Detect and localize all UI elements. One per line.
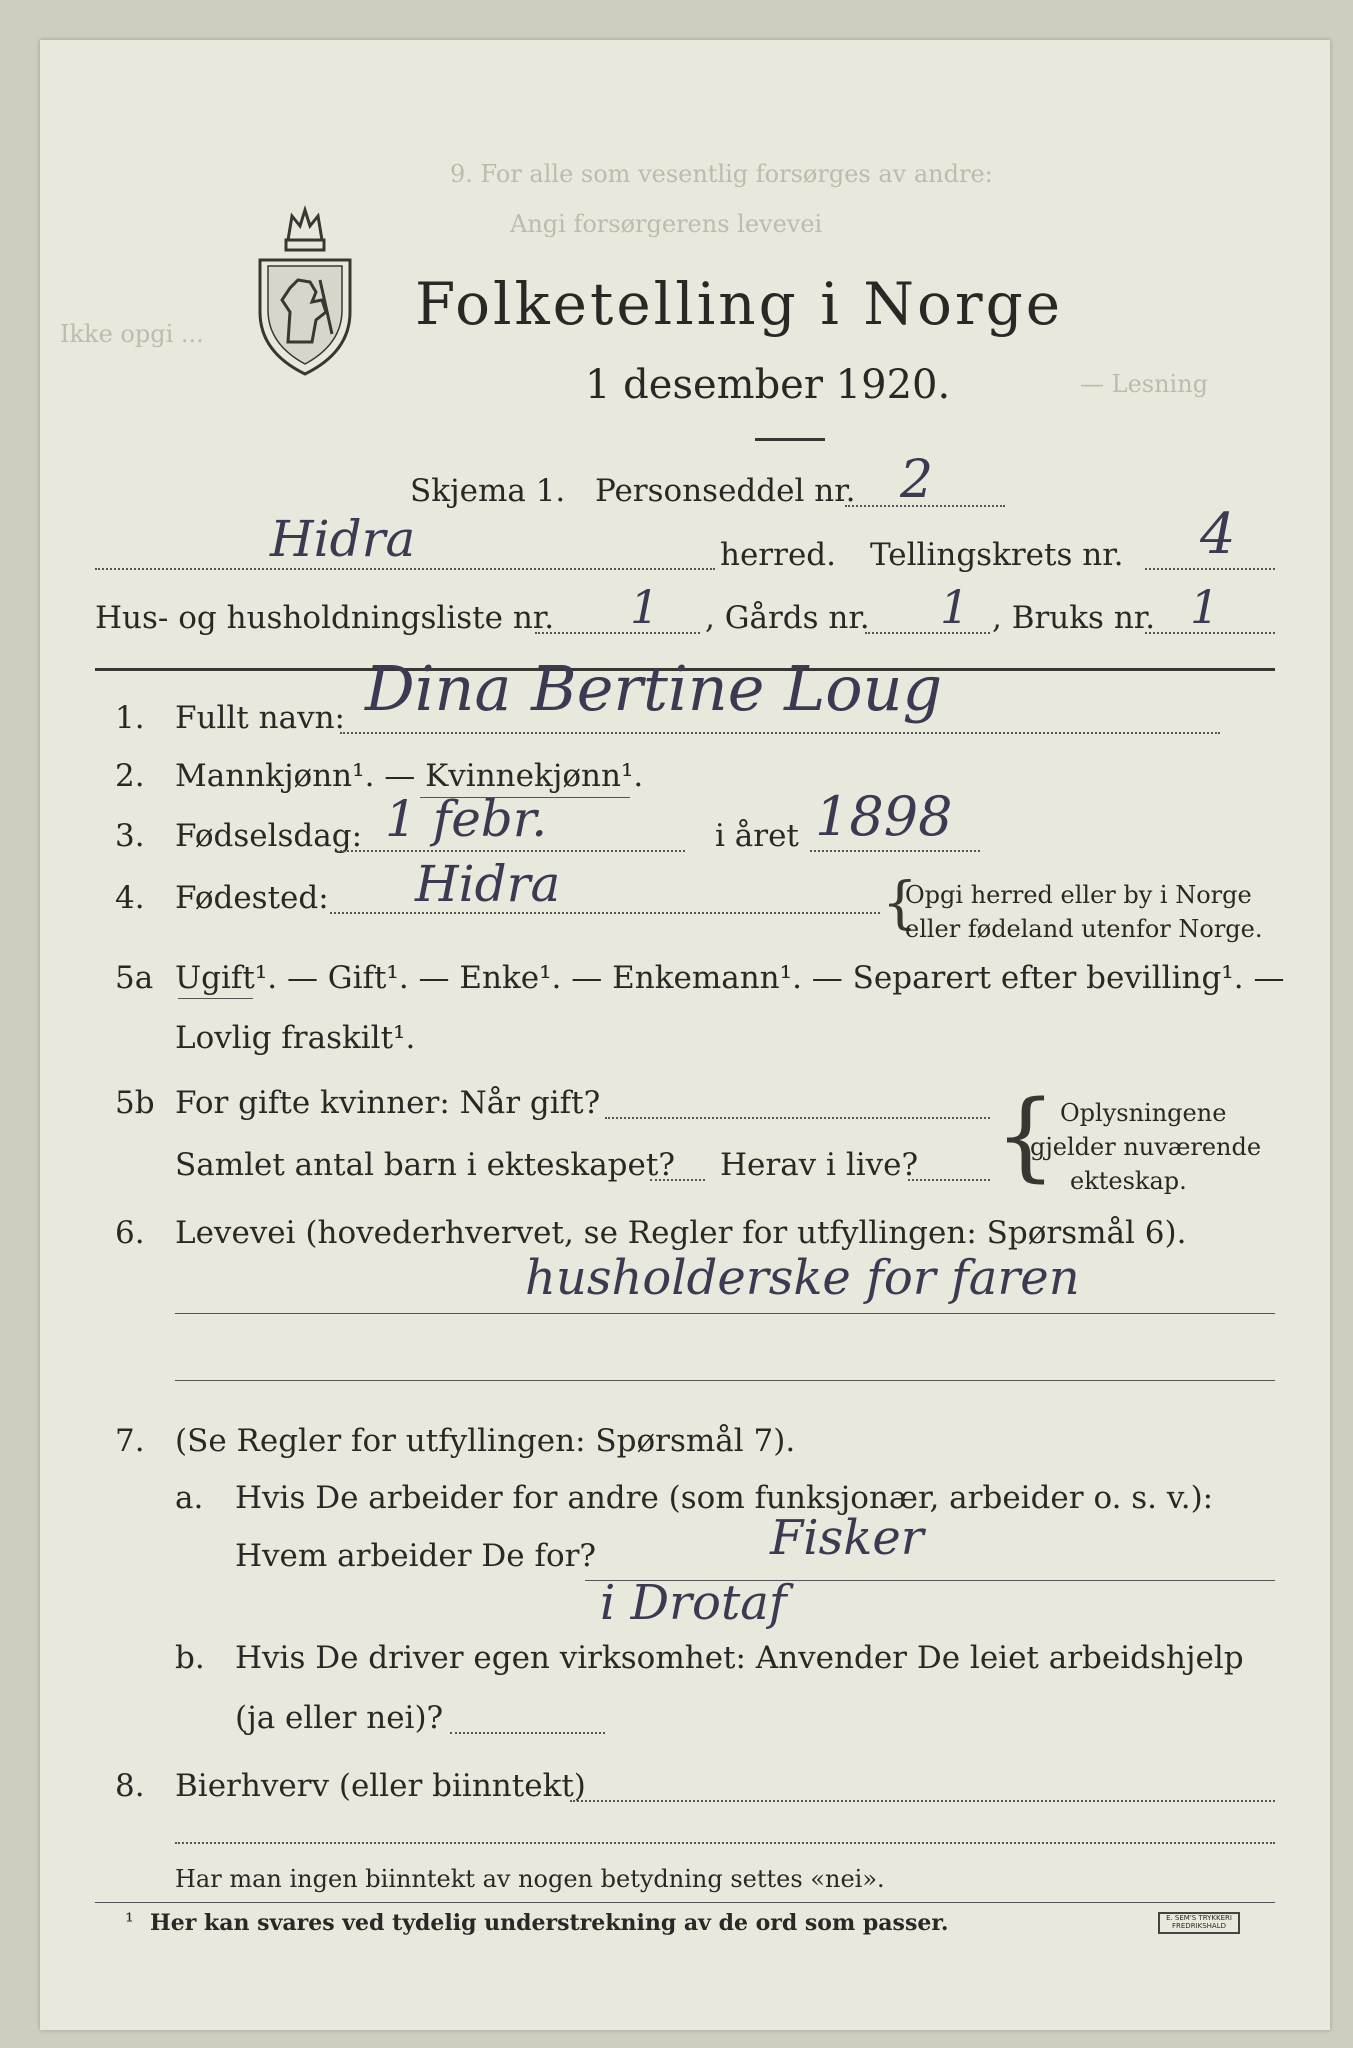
q3-year-label: i året	[715, 818, 799, 854]
q5b-line	[605, 1117, 990, 1119]
q6-line1	[175, 1313, 1275, 1314]
tellingskrets-value[interactable]: 4	[1200, 502, 1236, 567]
q5a-label2: Lovlig fraskilt¹.	[175, 1020, 416, 1056]
footer-separator	[95, 1902, 1275, 1903]
q8-line2	[175, 1842, 1275, 1844]
footnote: Her kan svares ved tydelig understrekning av de ord som passer.	[150, 1910, 949, 1936]
q6-label: Levevei (hovederhvervet, se Regler for utfyllingen: Spørsmål 6).	[175, 1215, 1187, 1251]
q7a-label: Hvis De arbeider for andre (som funksjonær, arbeider o. s. v.):	[235, 1480, 1214, 1516]
husliste-line	[535, 632, 700, 634]
gards-line	[865, 632, 990, 634]
gards-value[interactable]: 1	[940, 580, 970, 634]
q5b-label: For gifte kvinner: Når gift?	[175, 1085, 601, 1121]
gards-label: , Gårds nr.	[705, 600, 870, 636]
herred-label: herred.	[720, 537, 836, 573]
q3-year-value[interactable]: 1898	[815, 785, 953, 848]
q6-number: 6.	[115, 1215, 145, 1251]
q5b-line3	[908, 1179, 990, 1181]
q3-year-line	[810, 850, 980, 852]
tellingskrets-label: Tellingskrets nr.	[870, 537, 1124, 573]
norway-coat-of-arms-icon	[250, 202, 360, 382]
q5b-label2: Samlet antal barn i ekteskapet?	[175, 1147, 675, 1183]
q4-value[interactable]: Hidra	[415, 855, 561, 913]
q5b-note-line1: Oplysningene	[1060, 1099, 1227, 1127]
q4-number: 4.	[115, 880, 145, 916]
stamp-line1: E. SEM'S TRYKKERI	[1166, 1914, 1232, 1922]
q8-number: 8.	[115, 1768, 145, 1804]
q4-note-line2: eller fødeland utenfor Norge.	[905, 915, 1263, 943]
form-title: Folketelling i Norge	[415, 270, 1064, 338]
bruks-label: , Bruks nr.	[992, 600, 1156, 636]
q1-line	[340, 732, 1220, 734]
q7-label: (Se Regler for utfyllingen: Spørsmål 7).	[175, 1423, 796, 1459]
footer-note: Har man ingen biinntekt av nogen betydning settes «nei».	[175, 1865, 885, 1893]
q1-value[interactable]: Dina Bertine Loug	[365, 652, 943, 725]
q5a-number: 5a	[115, 960, 154, 996]
q1-number: 1.	[115, 700, 145, 736]
q5b-line2	[650, 1179, 705, 1181]
q3-value[interactable]: 1 febr.	[385, 790, 548, 848]
q5a-underline	[178, 998, 253, 999]
q3-label: Fødselsdag:	[175, 818, 363, 854]
q5b-number: 5b	[115, 1085, 155, 1121]
q6-value[interactable]: husholderske for faren	[525, 1250, 1080, 1306]
bruks-value[interactable]: 1	[1190, 580, 1220, 634]
q7a-label2: Hvem arbeider De for?	[235, 1538, 597, 1574]
q8-label: Bierhverv (eller biinntekt)	[175, 1768, 586, 1804]
q7b-line	[450, 1732, 605, 1734]
census-date: 1 desember 1920.	[585, 362, 951, 408]
q5b-label3: Herav i live?	[720, 1147, 919, 1183]
q3-number: 3.	[115, 818, 145, 854]
skjema-label: Skjema 1.	[410, 473, 566, 509]
q5a-label: Ugift¹. — Gift¹. — Enke¹. — Enkemann¹. — Separert efter bevilling¹. —	[175, 960, 1285, 996]
personseddel-value[interactable]: 2	[900, 450, 934, 510]
q1-label: Fullt navn:	[175, 700, 345, 736]
q2-label: Mannkjønn¹. — Kvinnekjønn¹.	[175, 758, 644, 794]
q5b-brace: {	[995, 1080, 1057, 1192]
husliste-value[interactable]: 1	[630, 580, 660, 634]
herred-line	[95, 568, 715, 570]
q4-note-line1: Opgi herred eller by i Norge	[905, 881, 1252, 909]
q7-number: 7.	[115, 1423, 145, 1459]
tellingskrets-line	[1145, 568, 1275, 570]
q6-line2	[175, 1380, 1275, 1381]
q7a-number: a.	[175, 1480, 204, 1516]
q5b-note-line2: gjelder nuværende	[1030, 1133, 1262, 1161]
q7b-label2: (ja eller nei)?	[235, 1700, 444, 1736]
q4-line	[330, 912, 880, 914]
title-dash	[755, 438, 825, 441]
printer-stamp	[1158, 1912, 1240, 1934]
q7b-number: b.	[175, 1640, 205, 1676]
q2-number: 2.	[115, 758, 145, 794]
q7a-value1[interactable]: Fisker	[770, 1510, 924, 1566]
q4-label: Fødested:	[175, 880, 329, 916]
q7b-label: Hvis De driver egen virksomhet: Anvender De leiet arbeidshjelp	[235, 1640, 1244, 1676]
footnote-mark: ¹	[125, 1910, 134, 1935]
q5b-note-line3: ekteskap.	[1070, 1167, 1187, 1195]
q8-line	[570, 1800, 1275, 1802]
q4-brace: {	[882, 871, 918, 936]
personseddel-label: Personseddel nr.	[595, 473, 856, 509]
q3-line	[340, 850, 685, 852]
stamp-line2: FREDRIKSHALD	[1171, 1922, 1226, 1930]
census-form-page: 9. For alle som vesentlig forsørges av andre: Angi forsørgerens levevei Ikke opgi ... — Lesning Folketelling i Norge 1 desember 1920. Skjema 1. Personseddel nr. 2 Hidra herred. Tellingskrets nr. 4 Hus- og husholdningsliste nr. 1 , Gårds nr. 1 , Bruks nr. 1 1. Fullt navn: Dina Bertine Loug 2. Mannkjønn¹. — Kvinnekjønn¹. 3. Fødselsdag: 1 febr. i året 1898 4. Fødested: Hidra { Opgi herred eller by i Norge eller fødeland utenfor Norge. 5a Ugift¹. — Gift¹. — Enke¹. — Enkemann¹. — Separert efter bevilling¹. — Lovlig fraskilt¹. 5b For gifte kvinner: Når gift? Samlet antal barn i ekteskapet? Herav i live? { Oplysningene gjelder nuværende ekteskap. 6. Levevei (hovederhvervet, se Regler for utfyllingen: Spørsmål 6). husholderske for faren 7. (Se Regler for utfyllingen: Spørsmål 7). a. Hvis De arbeider for andre (som funksjonær, arbeider o. s. v.): Hvem arbeider De for? Fisker i Drotaf b. Hvis De driver egen virksomhet: Anvender De leiet arbeidshjelp (ja eller nei)? 8. Bierhverv (eller biinntekt) Har man ingen biinntekt av nogen betydning settes «nei». ¹ Her kan svares ved tydelig understrekning av de ord som passer. E. SEM'S TRYKKERI FREDRIKSHALD	[40, 40, 1330, 2030]
husliste-label: Hus- og husholdningsliste nr.	[95, 600, 555, 636]
herred-value[interactable]: Hidra	[270, 510, 416, 568]
q7a-value2[interactable]: i Drotaf	[600, 1575, 787, 1631]
